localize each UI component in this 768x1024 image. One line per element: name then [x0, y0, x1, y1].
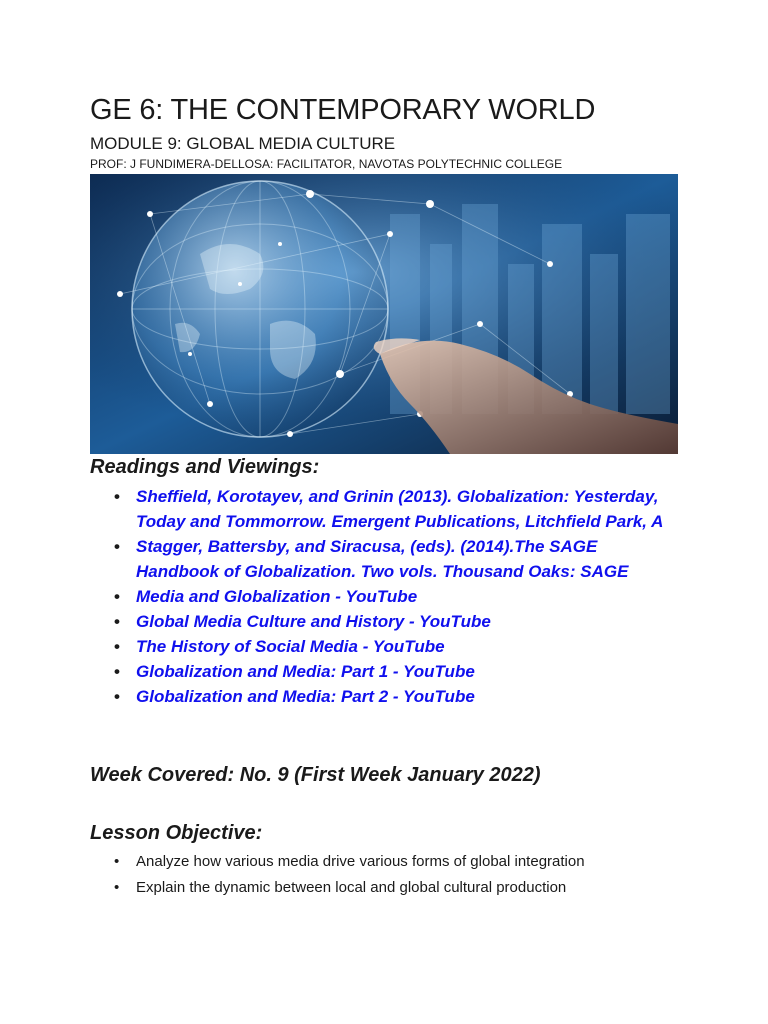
- bullet-icon: •: [114, 587, 120, 606]
- readings-list: [110, 484, 670, 709]
- objectives-list: [110, 849, 710, 901]
- reading-item[interactable]: [110, 584, 670, 609]
- hero-image: [90, 174, 678, 454]
- bullet-icon: •: [114, 487, 120, 506]
- objective-text: Explain the dynamic between local and global cultural production: [136, 879, 567, 896]
- bullet-icon: •: [114, 853, 120, 870]
- bullet-icon: •: [114, 537, 120, 556]
- reading-link[interactable]: Sheffield, Korotayev, and Grinin (2013). Globalization: Yesterday, Today and Tommorrow. Emergent Publications, Litchfield Park, A: [136, 487, 664, 531]
- bullet-icon: •: [114, 637, 120, 656]
- reading-item[interactable]: [110, 684, 670, 709]
- bullet-icon: •: [114, 879, 120, 896]
- reading-link[interactable]: The History of Social Media - YouTube: [136, 637, 445, 656]
- bullet-icon: •: [114, 687, 120, 706]
- reading-link[interactable]: Stagger, Battersby, and Siracusa, (eds). (2014).The SAGE Handbook of Globalization. Two vols. Thousand Oaks: SAGE: [136, 537, 629, 581]
- reading-item[interactable]: [110, 484, 670, 534]
- reading-link[interactable]: Media and Globalization - YouTube: [136, 587, 418, 606]
- document-title: GE 6: THE CONTEMPORARY WORLD: [90, 94, 596, 126]
- reading-link[interactable]: Global Media Culture and History - YouTube: [136, 612, 491, 631]
- objective-text: Analyze how various media drive various forms of global integration: [136, 853, 585, 870]
- globe-network-hand-image: [90, 174, 678, 454]
- objective-heading: Lesson Objective:: [90, 822, 263, 844]
- objective-item: [110, 875, 710, 901]
- objective-item: [110, 849, 710, 875]
- reading-link[interactable]: Globalization and Media: Part 1 - YouTube: [136, 662, 475, 681]
- reading-item[interactable]: [110, 534, 670, 584]
- reading-item[interactable]: [110, 609, 670, 634]
- week-covered: Week Covered: No. 9 (First Week January 2022): [90, 764, 541, 786]
- reading-item[interactable]: [110, 659, 670, 684]
- reading-item[interactable]: [110, 634, 670, 659]
- module-title: MODULE 9: GLOBAL MEDIA CULTURE: [90, 134, 396, 153]
- reading-link[interactable]: Globalization and Media: Part 2 - YouTube: [136, 687, 475, 706]
- professor-line: PROF: J FUNDIMERA-DELLOSA: FACILITATOR, NAVOTAS POLYTECHNIC COLLEGE: [90, 157, 563, 171]
- bullet-icon: •: [114, 662, 120, 681]
- bullet-icon: •: [114, 612, 120, 631]
- readings-heading: Readings and Viewings:: [90, 456, 320, 478]
